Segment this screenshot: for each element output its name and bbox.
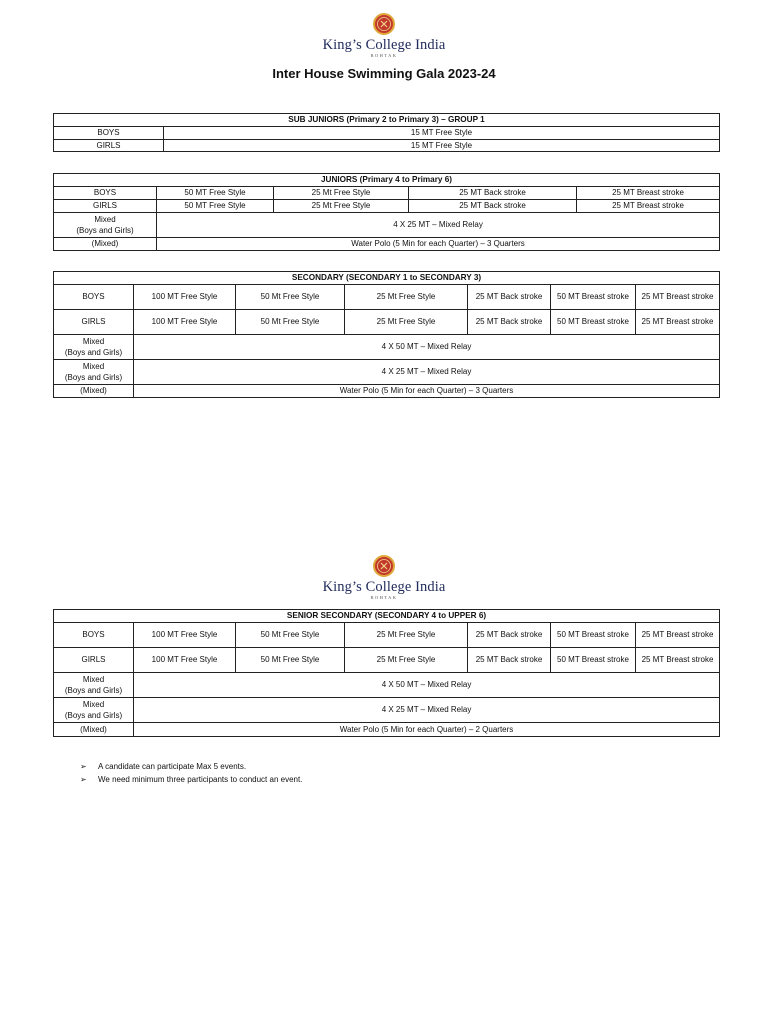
mixed-label: Mixed: [82, 674, 105, 684]
event-cell: 4 X 25 MT – Mixed Relay: [134, 698, 720, 723]
event-cell: 50 Mt Free Style: [236, 285, 345, 310]
mixed-label: Mixed: [82, 336, 105, 346]
event-cell: 50 Mt Free Style: [236, 648, 345, 673]
table-row: [54, 335, 720, 360]
row-label: [54, 698, 134, 723]
mixed-sublabel: (Boys and Girls): [76, 226, 134, 235]
event-cell: 50 MT Free Style: [157, 200, 274, 213]
arrow-bullet-icon: ➢: [80, 775, 87, 784]
list-item: [80, 760, 700, 773]
school-crest-icon: [372, 554, 396, 578]
secondary-header: SECONDARY (SECONDARY 1 to SECONDARY 3): [54, 272, 720, 285]
row-label: BOYS: [54, 285, 134, 310]
event-cell: 15 MT Free Style: [164, 139, 720, 152]
row-label: (Mixed): [54, 238, 157, 251]
event-cell: 25 Mt Free Style: [274, 187, 409, 200]
event-cell: 25 MT Breast stroke: [636, 310, 720, 335]
mixed-label: Mixed: [82, 361, 105, 371]
event-cell: 4 X 25 MT – Mixed Relay: [157, 213, 720, 238]
row-label: (Mixed): [54, 385, 134, 398]
sub-juniors-header: SUB JUNIORS (Primary 2 to Primary 3) – GROUP 1: [54, 114, 720, 127]
table-row: [54, 698, 720, 723]
table-row: [54, 139, 720, 152]
mixed-sublabel: (Boys and Girls): [64, 711, 123, 720]
juniors-table: [53, 173, 720, 251]
event-cell: 25 Mt Free Style: [345, 623, 468, 648]
event-cell: 25 MT Back stroke: [468, 648, 551, 673]
table-row: [54, 673, 720, 698]
secondary-table: [53, 271, 720, 398]
event-cell: 25 MT Back stroke: [468, 623, 551, 648]
table-row: [54, 285, 720, 310]
school-name: King’s College India: [322, 37, 446, 53]
row-label: [54, 335, 134, 360]
event-cell: 25 Mt Free Style: [345, 310, 468, 335]
school-city: ROHTAK: [370, 53, 398, 58]
row-label: GIRLS: [54, 200, 157, 213]
row-label: [54, 360, 134, 385]
school-logo: [0, 12, 768, 58]
table-row: [54, 360, 720, 385]
event-cell: 25 MT Back stroke: [409, 200, 577, 213]
senior-secondary-header: SENIOR SECONDARY (SECONDARY 4 to UPPER 6): [54, 610, 720, 623]
mixed-label: Mixed: [82, 699, 105, 709]
table-row: [54, 213, 720, 238]
table-row: [54, 723, 720, 737]
school-city: ROHTAK: [370, 595, 398, 600]
event-cell: 25 MT Breast stroke: [636, 623, 720, 648]
row-label: GIRLS: [54, 648, 134, 673]
table-row: [54, 623, 720, 648]
event-cell: 25 Mt Free Style: [274, 200, 409, 213]
event-cell: 25 MT Breast stroke: [577, 187, 720, 200]
event-cell: 25 Mt Free Style: [345, 648, 468, 673]
event-cell: 50 Mt Free Style: [236, 623, 345, 648]
table-row: [54, 187, 720, 200]
event-cell: 50 MT Breast stroke: [551, 623, 636, 648]
senior-secondary-table: [53, 609, 720, 737]
mixed-label: Mixed: [94, 214, 116, 224]
note-text: A candidate can participate Max 5 events.: [98, 762, 247, 771]
school-name: King’s College India: [322, 579, 446, 595]
event-cell: 50 MT Breast stroke: [551, 310, 636, 335]
event-cell: 4 X 50 MT – Mixed Relay: [134, 335, 720, 360]
event-cell: 4 X 25 MT – Mixed Relay: [134, 360, 720, 385]
arrow-bullet-icon: ➢: [80, 762, 87, 771]
mixed-sublabel: (Boys and Girls): [64, 348, 123, 357]
event-cell: 100 MT Free Style: [134, 648, 236, 673]
event-cell: 15 MT Free Style: [164, 127, 720, 140]
event-cell: Water Polo (5 Min for each Quarter) – 3 Quarters: [157, 238, 720, 251]
event-cell: 50 MT Breast stroke: [551, 648, 636, 673]
event-cell: 25 MT Breast stroke: [636, 648, 720, 673]
event-cell: 100 MT Free Style: [134, 310, 236, 335]
event-cell: 25 MT Breast stroke: [636, 285, 720, 310]
event-cell: 50 Mt Free Style: [236, 310, 345, 335]
table-row: [54, 200, 720, 213]
table-row: [54, 648, 720, 673]
event-cell: 4 X 50 MT – Mixed Relay: [134, 673, 720, 698]
row-label: GIRLS: [54, 310, 134, 335]
event-cell: 25 MT Breast stroke: [577, 200, 720, 213]
event-cell: 25 Mt Free Style: [345, 285, 468, 310]
sub-juniors-table: [53, 113, 720, 152]
event-cell: 100 MT Free Style: [134, 623, 236, 648]
event-cell: Water Polo (5 Min for each Quarter) – 2 Quarters: [134, 723, 720, 737]
juniors-header: JUNIORS (Primary 4 to Primary 6): [54, 174, 720, 187]
row-label: BOYS: [54, 623, 134, 648]
table-row: [54, 310, 720, 335]
row-label: (Mixed): [54, 723, 134, 737]
row-label: BOYS: [54, 187, 157, 200]
event-cell: 50 MT Free Style: [157, 187, 274, 200]
notes-list: [80, 760, 700, 786]
school-logo: [0, 554, 768, 600]
event-cell: 25 MT Back stroke: [468, 285, 551, 310]
event-cell: 25 MT Back stroke: [468, 310, 551, 335]
table-row: [54, 127, 720, 140]
mixed-sublabel: (Boys and Girls): [64, 686, 123, 695]
event-cell: 100 MT Free Style: [134, 285, 236, 310]
table-row: [54, 238, 720, 251]
row-label: [54, 213, 157, 238]
row-label: GIRLS: [54, 139, 164, 152]
table-row: [54, 385, 720, 398]
event-cell: 50 MT Breast stroke: [551, 285, 636, 310]
mixed-sublabel: (Boys and Girls): [64, 373, 123, 382]
row-label: [54, 673, 134, 698]
school-crest-icon: [372, 12, 396, 36]
row-label: BOYS: [54, 127, 164, 140]
note-text: We need minimum three participants to conduct an event.: [98, 775, 303, 784]
event-cell: 25 MT Back stroke: [409, 187, 577, 200]
page-title: Inter House Swimming Gala 2023-24: [272, 66, 496, 81]
list-item: [80, 773, 700, 786]
event-cell: Water Polo (5 Min for each Quarter) – 3 Quarters: [134, 385, 720, 398]
